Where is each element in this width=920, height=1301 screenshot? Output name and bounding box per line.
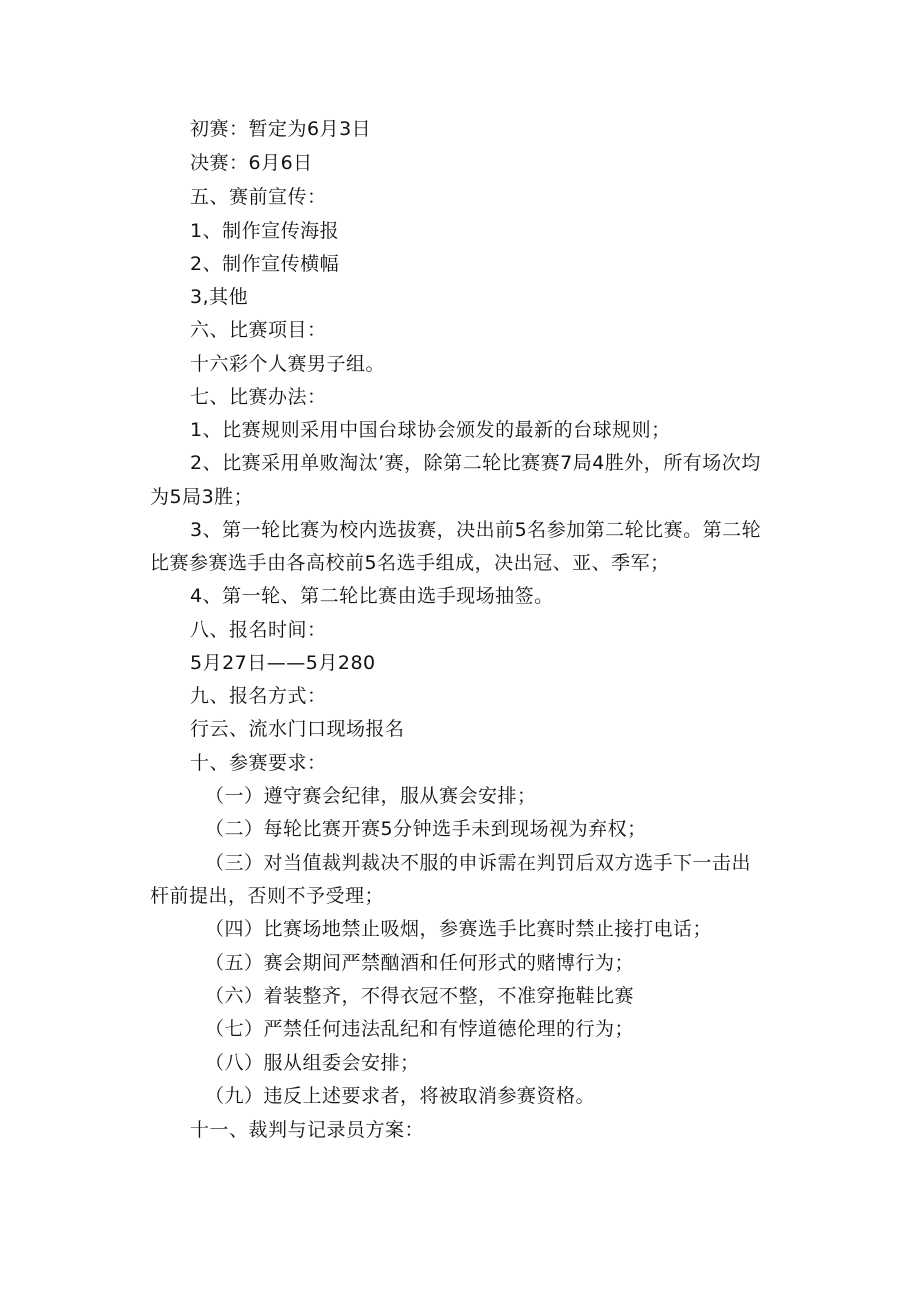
text-line: 初赛：暂定为6月3日 bbox=[190, 118, 372, 140]
text-line: （一）遵守赛会纪律，服从赛会安排； bbox=[205, 785, 537, 807]
text-line: （二）每轮比赛开赛5分钟选手未到现场视为弃权； bbox=[205, 818, 647, 840]
text-line: 1、制作宣传海报 bbox=[190, 220, 340, 242]
text-line: （六）着装整齐，不得衣冠不整，不准穿拖鞋比赛 bbox=[205, 985, 635, 1007]
section-heading: 九、报名方式： bbox=[190, 685, 327, 707]
text-line: 决赛：6月6日 bbox=[190, 152, 313, 174]
text-line: 3,其他 bbox=[190, 286, 249, 308]
text-line: （三）对当值裁判裁决不服的申诉需在判罚后双方选手下一击出 bbox=[205, 852, 752, 874]
text-line: 比赛参赛选手由各高校前5名选手组成，决出冠、亚、季军； bbox=[150, 552, 670, 574]
text-line: 行云、流水门口现场报名 bbox=[190, 718, 405, 740]
text-line: （九）违反上述要求者，将被取消参赛资格。 bbox=[205, 1085, 596, 1107]
text-line: 5月27日——5月280 bbox=[190, 652, 376, 674]
text-line: 十六彩个人赛男子组。 bbox=[190, 353, 386, 375]
text-line: （五）赛会期间严禁酗酒和任何形式的赌博行为； bbox=[205, 952, 635, 974]
section-heading: 十一、裁判与记录员方案： bbox=[190, 1119, 425, 1141]
section-heading: 五、赛前宣传： bbox=[190, 186, 327, 208]
text-line: （四）比赛场地禁止吸烟，参赛选手比赛时禁止接打电话； bbox=[205, 918, 713, 940]
text-line: 2、制作宣传横幅 bbox=[190, 253, 340, 275]
text-line: （七）严禁任何违法乱纪和有悖道德伦理的行为； bbox=[205, 1018, 635, 1040]
text-line: 杆前提出，否则不予受理； bbox=[150, 885, 385, 907]
section-heading: 七、比赛办法： bbox=[190, 386, 327, 408]
section-heading: 六、比赛项目： bbox=[190, 319, 327, 341]
text-line: 3、第一轮比赛为校内选拔赛，决出前5名参加第二轮比赛。第二轮 bbox=[190, 519, 762, 541]
section-heading: 八、报名时间： bbox=[190, 619, 327, 641]
text-line: 1、比赛规则采用中国台球协会颁发的最新的台球规则； bbox=[190, 419, 671, 441]
section-heading: 十、参赛要求： bbox=[190, 752, 327, 774]
text-line: 为5局3胜； bbox=[150, 486, 254, 508]
text-line: 2、比赛采用单败淘汰’赛，除第二轮比赛赛7局4胜外，所有场次均 bbox=[190, 452, 761, 474]
text-line: 4、第一轮、第二轮比赛由选手现场抽签。 bbox=[190, 585, 554, 607]
text-line: （八）服从组委会安排； bbox=[205, 1052, 420, 1074]
